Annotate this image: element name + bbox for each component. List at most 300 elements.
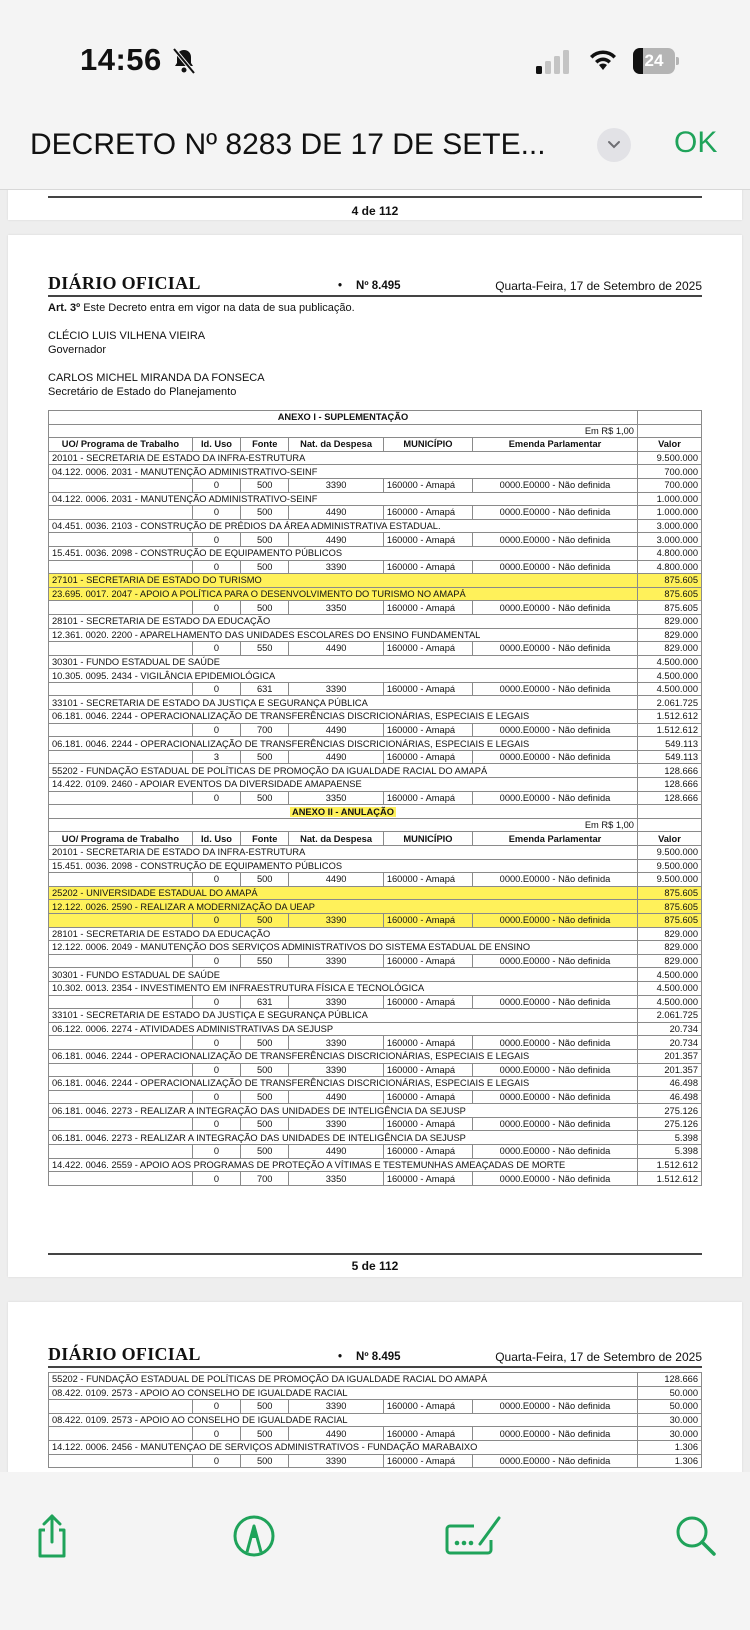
id-uso-cell: 3 <box>192 750 240 764</box>
fonte-cell: 500 <box>241 601 289 615</box>
nat-despesa-cell: 3390 <box>289 1400 383 1414</box>
table-row-detail <box>49 1427 702 1441</box>
title-menu-button[interactable] <box>597 128 631 162</box>
emenda-cell: 0000.E0000 - Não definida <box>473 478 638 492</box>
empty-cell <box>49 682 193 696</box>
fonte-cell: 500 <box>241 1036 289 1050</box>
municipio-cell: 160000 - Amapá <box>383 791 472 805</box>
emenda-cell: 0000.E0000 - Não definida <box>473 1427 638 1441</box>
table-row-detail <box>49 750 702 764</box>
program-label: 06.122. 0006. 2274 - ATIVIDADES ADMINISTRATIVAS DA SEJUSP <box>49 1022 638 1036</box>
value-cell: 20.734 <box>637 1036 701 1050</box>
value-cell: 4.500.000 <box>637 655 701 669</box>
annex-title <box>49 805 638 819</box>
program-label: 08.422. 0109. 2573 - APOIO AO CONSELHO DE IGUALDADE RACIAL <box>49 1386 638 1400</box>
id-uso-cell: 0 <box>192 506 240 520</box>
fonte-cell: 500 <box>241 750 289 764</box>
fonte-cell: 500 <box>241 873 289 887</box>
table-row-program <box>49 1009 702 1023</box>
id-uso-cell: 0 <box>192 1400 240 1414</box>
value-cell: 3.000.000 <box>637 533 701 547</box>
municipio-cell: 160000 - Amapá <box>383 1427 472 1441</box>
empty-cell <box>637 818 701 832</box>
id-uso-cell: 0 <box>192 601 240 615</box>
value-cell: 4.500.000 <box>637 981 701 995</box>
program-label: 06.181. 0046. 2244 - OPERACIONALIZAÇÃO DE TRANSFERÊNCIAS DISCRICIONÁRIAS, ESPECIAIS E LEGAIS <box>49 737 638 751</box>
nat-despesa-cell: 4490 <box>289 750 383 764</box>
emenda-cell: 0000.E0000 - Não definida <box>473 506 638 520</box>
empty-cell <box>637 411 701 425</box>
table-row-program <box>49 628 702 642</box>
emenda-cell: 0000.E0000 - Não definida <box>473 1036 638 1050</box>
fonte-cell: 500 <box>241 560 289 574</box>
value-cell: 875.605 <box>637 601 701 615</box>
nat-despesa-cell: 4490 <box>289 1090 383 1104</box>
column-header: MUNICÍPIO <box>383 438 472 452</box>
program-label: 15.451. 0036. 2098 - CONSTRUÇÃO DE EQUIPAMENTO PÚBLICOS <box>49 859 638 873</box>
gazette-date: Quarta-Feira, 17 de Setembro de 2025 <box>495 279 702 293</box>
program-label: 15.451. 0036. 2098 - CONSTRUÇÃO DE EQUIPAMENTO PÚBLICOS <box>49 546 638 560</box>
program-label: 25202 - UNIVERSIDADE ESTADUAL DO AMAPÁ <box>49 886 638 900</box>
value-cell: 4.800.000 <box>637 560 701 574</box>
bottom-toolbar <box>0 1472 750 1630</box>
table-row-program <box>49 886 702 900</box>
value-cell: 30.000 <box>637 1413 701 1427</box>
empty-cell <box>49 1090 193 1104</box>
table-row-detail <box>49 1454 702 1468</box>
municipio-cell: 160000 - Amapá <box>383 1172 472 1186</box>
nat-despesa-cell: 4490 <box>289 506 383 520</box>
program-label: 20101 - SECRETARIA DE ESTADO DA INFRA-ESTRUTURA <box>49 846 638 860</box>
table-row-program <box>49 981 702 995</box>
search-icon[interactable] <box>672 1512 720 1560</box>
table-row-program <box>49 1131 702 1145</box>
fonte-cell: 500 <box>241 913 289 927</box>
program-label: 12.122. 0026. 2590 - REALIZAR A MODERNIZAÇÃO DA UEAP <box>49 900 638 914</box>
column-header: Valor <box>637 832 701 846</box>
value-cell: 128.666 <box>637 791 701 805</box>
empty-cell <box>49 723 193 737</box>
empty-cell <box>49 1172 193 1186</box>
fonte-cell: 500 <box>241 1427 289 1441</box>
value-cell: 1.512.612 <box>637 723 701 737</box>
fonte-cell: 500 <box>241 478 289 492</box>
value-cell: 549.113 <box>637 750 701 764</box>
emenda-cell: 0000.E0000 - Não definida <box>473 1117 638 1131</box>
nat-despesa-cell: 3390 <box>289 560 383 574</box>
fonte-cell: 500 <box>241 533 289 547</box>
value-cell: 46.498 <box>637 1090 701 1104</box>
value-cell: 30.000 <box>637 1427 701 1441</box>
id-uso-cell: 0 <box>192 1090 240 1104</box>
signature-icon[interactable] <box>444 1512 506 1560</box>
nat-despesa-cell: 4490 <box>289 1427 383 1441</box>
municipio-cell: 160000 - Amapá <box>383 642 472 656</box>
value-cell: 4.800.000 <box>637 546 701 560</box>
emenda-cell: 0000.E0000 - Não definida <box>473 601 638 615</box>
program-label: 30301 - FUNDO ESTADUAL DE SAÚDE <box>49 655 638 669</box>
municipio-cell: 160000 - Amapá <box>383 1117 472 1131</box>
value-cell: 2.061.725 <box>637 696 701 710</box>
table-row-program <box>49 519 702 533</box>
table-row-detail <box>49 954 702 968</box>
value-cell: 829.000 <box>637 628 701 642</box>
program-label: 12.361. 0020. 2200 - APARELHAMENTO DAS UNIDADES ESCOLARES DO ENSINO FUNDAMENTAL <box>49 628 638 642</box>
program-label: 55202 - FUNDAÇÃO ESTADUAL DE POLÍTICAS DE PROMOÇÃO DA IGUALDADE RACIAL DO AMAPÁ <box>49 764 638 778</box>
column-header-row <box>49 832 702 846</box>
value-cell: 4.500.000 <box>637 995 701 1009</box>
value-cell: 128.666 <box>637 778 701 792</box>
fonte-cell: 500 <box>241 1145 289 1159</box>
table-row-program <box>49 778 702 792</box>
municipio-cell: 160000 - Amapá <box>383 478 472 492</box>
empty-cell <box>49 954 193 968</box>
value-cell: 4.500.000 <box>637 669 701 683</box>
nat-despesa-cell: 3390 <box>289 1454 383 1468</box>
currency-note: Em R$ 1,00 <box>49 818 638 832</box>
program-label: 10.305. 0095. 2434 - VIGILÂNCIA EPIDEMIOLÓGICA <box>49 669 638 683</box>
id-uso-cell: 0 <box>192 1427 240 1441</box>
program-label: 04.451. 0036. 2103 - CONSTRUÇÃO DE PRÉDIOS DA ÁREA ADMINISTRATIVA ESTADUAL. <box>49 519 638 533</box>
empty-cell <box>49 913 193 927</box>
column-header: Valor <box>637 438 701 452</box>
municipio-cell: 160000 - Amapá <box>383 1090 472 1104</box>
id-uso-cell: 0 <box>192 560 240 574</box>
emenda-cell: 0000.E0000 - Não definida <box>473 533 638 547</box>
annex-title-text: ANEXO I - SUPLEMENTAÇÃO <box>277 412 409 423</box>
column-header: UO/ Programa de Trabalho <box>49 438 193 452</box>
signer-secretary: CARLOS MICHEL MIRANDA DA FONSECA Secretário de Estado do Planejamento <box>48 372 265 398</box>
fonte-cell: 500 <box>241 1454 289 1468</box>
table-row-program <box>49 1413 702 1427</box>
emenda-cell: 0000.E0000 - Não definida <box>473 560 638 574</box>
value-cell: 1.512.612 <box>637 1158 701 1172</box>
page-number: 5 de 112 <box>351 1259 399 1273</box>
table-row-program <box>49 1104 702 1118</box>
nat-despesa-cell: 4490 <box>289 1145 383 1159</box>
empty-cell <box>49 995 193 1009</box>
program-label: 06.181. 0046. 2244 - OPERACIONALIZAÇÃO DE TRANSFERÊNCIAS DISCRICIONÁRIAS, ESPECIAIS E LEGAIS <box>49 1077 638 1091</box>
article-text: Art. 3º Este Decreto entra em vigor na data de sua publicação. <box>48 302 355 314</box>
value-cell: 4.500.000 <box>637 682 701 696</box>
table-row-program <box>49 846 702 860</box>
empty-cell <box>49 560 193 574</box>
emenda-cell: 0000.E0000 - Não definida <box>473 642 638 656</box>
table-row-detail <box>49 1400 702 1414</box>
empty-cell <box>49 750 193 764</box>
value-cell: 128.666 <box>637 764 701 778</box>
nat-despesa-cell: 3390 <box>289 682 383 696</box>
id-uso-cell: 0 <box>192 1063 240 1077</box>
emenda-cell: 0000.E0000 - Não definida <box>473 1400 638 1414</box>
column-header: Nat. da Despesa <box>289 438 383 452</box>
municipio-cell: 160000 - Amapá <box>383 1400 472 1414</box>
table-row-program <box>49 1022 702 1036</box>
value-cell: 5.398 <box>637 1131 701 1145</box>
municipio-cell: 160000 - Amapá <box>383 1454 472 1468</box>
id-uso-cell: 0 <box>192 954 240 968</box>
id-uso-cell: 0 <box>192 873 240 887</box>
ok-button[interactable]: OK <box>674 126 718 159</box>
nat-despesa-cell: 4490 <box>289 873 383 887</box>
municipio-cell: 160000 - Amapá <box>383 601 472 615</box>
gazette-title: DIÁRIO OFICIAL <box>48 1344 201 1364</box>
currency-note: Em R$ 1,00 <box>49 424 638 438</box>
program-label: 20101 - SECRETARIA DE ESTADO DA INFRA-ESTRUTURA <box>49 451 638 465</box>
municipio-cell: 160000 - Amapá <box>383 750 472 764</box>
value-cell: 46.498 <box>637 1077 701 1091</box>
fonte-cell: 500 <box>241 1063 289 1077</box>
column-header: Id. Uso <box>192 832 240 846</box>
program-label: 14.122. 0006. 2456 - MANUTENÇAO DE SERVIÇOS ADMINISTRATIVOS - FUNDAÇÃO MARABAIXO <box>49 1440 638 1454</box>
id-uso-cell: 0 <box>192 995 240 1009</box>
table-row-detail <box>49 506 702 520</box>
emenda-cell: 0000.E0000 - Não definida <box>473 750 638 764</box>
value-cell: 4.500.000 <box>637 968 701 982</box>
id-uso-cell: 0 <box>192 913 240 927</box>
value-cell: 1.306 <box>637 1440 701 1454</box>
nat-despesa-cell: 3350 <box>289 601 383 615</box>
wifi-icon <box>588 48 618 72</box>
nat-despesa-cell: 3390 <box>289 913 383 927</box>
value-cell: 875.605 <box>637 913 701 927</box>
table-row-program <box>49 669 702 683</box>
fonte-cell: 631 <box>241 995 289 1009</box>
empty-cell <box>637 805 701 819</box>
value-cell: 875.605 <box>637 886 701 900</box>
program-label: 33101 - SECRETARIA DE ESTADO DA JUSTIÇA E SEGURANÇA PÚBLICA <box>49 696 638 710</box>
value-cell: 50.000 <box>637 1400 701 1414</box>
markup-icon[interactable] <box>230 1512 278 1560</box>
bell-slash-icon <box>172 48 196 74</box>
value-cell: 275.126 <box>637 1117 701 1131</box>
program-label: 55202 - FUNDAÇÃO ESTADUAL DE POLÍTICAS DE PROMOÇÃO DA IGUALDADE RACIAL DO AMAPÁ <box>49 1373 638 1387</box>
column-header-row <box>49 438 702 452</box>
id-uso-cell: 0 <box>192 1172 240 1186</box>
nat-despesa-cell: 4490 <box>289 533 383 547</box>
fonte-cell: 631 <box>241 682 289 696</box>
annex-title-row <box>49 805 702 819</box>
emenda-cell: 0000.E0000 - Não definida <box>473 913 638 927</box>
budget-table <box>48 410 702 1186</box>
table-row-detail <box>49 682 702 696</box>
nat-despesa-cell: 3390 <box>289 478 383 492</box>
municipio-cell: 160000 - Amapá <box>383 1036 472 1050</box>
nat-despesa-cell: 3390 <box>289 1117 383 1131</box>
value-cell: 829.000 <box>637 941 701 955</box>
empty-cell <box>49 533 193 547</box>
municipio-cell: 160000 - Amapá <box>383 873 472 887</box>
id-uso-cell: 0 <box>192 1036 240 1050</box>
footer-rule <box>48 1253 702 1255</box>
program-label: 27101 - SECRETARIA DE ESTADO DO TURISMO <box>49 574 638 588</box>
gazette-title: DIÁRIO OFICIAL <box>48 273 201 293</box>
program-label: 28101 - SECRETARIA DE ESTADO DA EDUCAÇÃO <box>49 927 638 941</box>
fonte-cell: 700 <box>241 1172 289 1186</box>
value-cell: 700.000 <box>637 478 701 492</box>
value-cell: 275.126 <box>637 1104 701 1118</box>
annex-title-text: ANEXO II - ANULAÇÃO <box>292 806 394 817</box>
value-cell: 875.605 <box>637 574 701 588</box>
value-cell: 1.512.612 <box>637 1172 701 1186</box>
fonte-cell: 550 <box>241 642 289 656</box>
emenda-cell: 0000.E0000 - Não definida <box>473 1145 638 1159</box>
id-uso-cell: 0 <box>192 533 240 547</box>
value-cell: 201.357 <box>637 1049 701 1063</box>
pdf-page-4 <box>8 190 742 220</box>
municipio-cell: 160000 - Amapá <box>383 995 472 1009</box>
value-cell: 9.500.000 <box>637 846 701 860</box>
program-label: 12.122. 0006. 2049 - MANUTENÇÃO DOS SERVIÇOS ADMINISTRATIVOS DO SISTEMA ESTADUAL DE ENSINO <box>49 941 638 955</box>
fonte-cell: 500 <box>241 1090 289 1104</box>
id-uso-cell: 0 <box>192 723 240 737</box>
value-cell: 700.000 <box>637 465 701 479</box>
table-row-program <box>49 710 702 724</box>
nat-despesa-cell: 3350 <box>289 791 383 805</box>
value-cell: 3.000.000 <box>637 519 701 533</box>
table-row-detail <box>49 478 702 492</box>
fonte-cell: 700 <box>241 723 289 737</box>
id-uso-cell: 0 <box>192 791 240 805</box>
table-row-detail <box>49 642 702 656</box>
table-row-program <box>49 1158 702 1172</box>
municipio-cell: 160000 - Amapá <box>383 533 472 547</box>
page-number: 4 de 112 <box>351 204 399 218</box>
table-row-program <box>49 614 702 628</box>
table-row-detail <box>49 1090 702 1104</box>
empty-cell <box>49 1117 193 1131</box>
table-row-program <box>49 927 702 941</box>
nat-despesa-cell: 3350 <box>289 1172 383 1186</box>
empty-cell <box>49 1036 193 1050</box>
table-row-program <box>49 968 702 982</box>
nat-despesa-cell: 3390 <box>289 954 383 968</box>
status-time: 14:56 <box>80 42 162 77</box>
fonte-cell: 500 <box>241 1117 289 1131</box>
id-uso-cell: 0 <box>192 1454 240 1468</box>
fonte-cell: 500 <box>241 506 289 520</box>
table-row-detail <box>49 601 702 615</box>
program-label: 23.695. 0017. 2047 - APOIO A POLÍTICA PARA O DESENVOLVIMENTO DO TURISMO NO AMAPÁ <box>49 587 638 601</box>
emenda-cell: 0000.E0000 - Não definida <box>473 995 638 1009</box>
gazette-date: Quarta-Feira, 17 de Setembro de 2025 <box>495 1350 702 1364</box>
value-cell: 875.605 <box>637 900 701 914</box>
fonte-cell: 550 <box>241 954 289 968</box>
table-row-program <box>49 492 702 506</box>
gazette-number: • Nº 8.495 <box>338 1351 401 1363</box>
program-label: 14.422. 0046. 2559 - APOIO AOS PROGRAMAS DE PROTEÇÃO A VÍTIMAS E TESTEMUNHAS AMEAÇADAS DE MORTE <box>49 1158 638 1172</box>
gazette-number: • Nº 8.495 <box>338 280 401 292</box>
empty-cell <box>49 1427 193 1441</box>
table-row-program <box>49 1386 702 1400</box>
municipio-cell: 160000 - Amapá <box>383 682 472 696</box>
municipio-cell: 160000 - Amapá <box>383 913 472 927</box>
emenda-cell: 0000.E0000 - Não definida <box>473 1090 638 1104</box>
page-header <box>48 273 702 297</box>
table-row-program <box>49 1373 702 1387</box>
program-label: 33101 - SECRETARIA DE ESTADO DA JUSTIÇA E SEGURANÇA PÚBLICA <box>49 1009 638 1023</box>
table-row-detail <box>49 560 702 574</box>
value-cell: 1.512.612 <box>637 710 701 724</box>
battery-icon <box>633 48 679 74</box>
program-label: 06.181. 0046. 2244 - OPERACIONALIZAÇÃO DE TRANSFERÊNCIAS DISCRICIONÁRIAS, ESPECIAIS E LEGAIS <box>49 1049 638 1063</box>
annex-title <box>49 411 638 425</box>
table-row-program <box>49 859 702 873</box>
value-cell: 2.061.725 <box>637 1009 701 1023</box>
emenda-cell: 0000.E0000 - Não definida <box>473 791 638 805</box>
chevron-down-icon <box>607 140 621 150</box>
emenda-cell: 0000.E0000 - Não definida <box>473 1454 638 1468</box>
emenda-cell: 0000.E0000 - Não definida <box>473 873 638 887</box>
value-cell: 875.605 <box>637 587 701 601</box>
share-icon[interactable] <box>28 1512 76 1560</box>
document-title[interactable]: DECRETO Nº 8283 DE 17 DE SETE... <box>30 128 546 161</box>
id-uso-cell: 0 <box>192 682 240 696</box>
id-uso-cell: 0 <box>192 1117 240 1131</box>
program-label: 04.122. 0006. 2031 - MANUTENÇÃO ADMINISTRATIVO-SEINF <box>49 465 638 479</box>
column-header: Fonte <box>241 438 289 452</box>
municipio-cell: 160000 - Amapá <box>383 1145 472 1159</box>
emenda-cell: 0000.E0000 - Não definida <box>473 1063 638 1077</box>
id-uso-cell: 0 <box>192 1145 240 1159</box>
empty-cell <box>49 478 193 492</box>
budget-table-continued <box>48 1372 702 1468</box>
battery-level: 24 <box>644 51 664 70</box>
table-row-detail <box>49 533 702 547</box>
empty-cell <box>49 1063 193 1077</box>
table-row-detail <box>49 913 702 927</box>
table-row-program <box>49 941 702 955</box>
table-row-program <box>49 574 702 588</box>
municipio-cell: 160000 - Amapá <box>383 560 472 574</box>
footer-rule <box>48 196 702 198</box>
id-uso-cell: 0 <box>192 642 240 656</box>
value-cell: 549.113 <box>637 737 701 751</box>
nat-despesa-cell: 3390 <box>289 995 383 1009</box>
table-row-program <box>49 900 702 914</box>
fonte-cell: 500 <box>241 1400 289 1414</box>
table-row-program <box>49 465 702 479</box>
program-label: 06.181. 0046. 2244 - OPERACIONALIZAÇÃO DE TRANSFERÊNCIAS DISCRICIONÁRIAS, ESPECIAIS E LEGAIS <box>49 710 638 724</box>
currency-row <box>49 424 702 438</box>
table-row-program <box>49 451 702 465</box>
signer-governor: CLÉCIO LUIS VILHENA VIEIRA Governador <box>48 330 206 356</box>
value-cell: 829.000 <box>637 954 701 968</box>
nat-despesa-cell: 3390 <box>289 1036 383 1050</box>
table-row-detail <box>49 1036 702 1050</box>
value-cell: 9.500.000 <box>637 451 701 465</box>
municipio-cell: 160000 - Amapá <box>383 506 472 520</box>
fonte-cell: 500 <box>241 791 289 805</box>
column-header: Emenda Parlamentar <box>473 832 638 846</box>
value-cell: 5.398 <box>637 1145 701 1159</box>
column-header: Nat. da Despesa <box>289 832 383 846</box>
id-uso-cell: 0 <box>192 478 240 492</box>
table-row-detail <box>49 723 702 737</box>
pdf-viewer[interactable] <box>0 190 750 1472</box>
pdf-page-6 <box>8 1302 742 1472</box>
value-cell: 829.000 <box>637 614 701 628</box>
emenda-cell: 0000.E0000 - Não definida <box>473 723 638 737</box>
empty-cell <box>49 506 193 520</box>
empty-cell <box>49 642 193 656</box>
program-label: 08.422. 0109. 2573 - APOIO AO CONSELHO DE IGUALDADE RACIAL <box>49 1413 638 1427</box>
nav-bar <box>0 110 750 190</box>
pdf-page-5 <box>8 235 742 1277</box>
value-cell: 1.000.000 <box>637 492 701 506</box>
currency-row <box>49 818 702 832</box>
municipio-cell: 160000 - Amapá <box>383 954 472 968</box>
